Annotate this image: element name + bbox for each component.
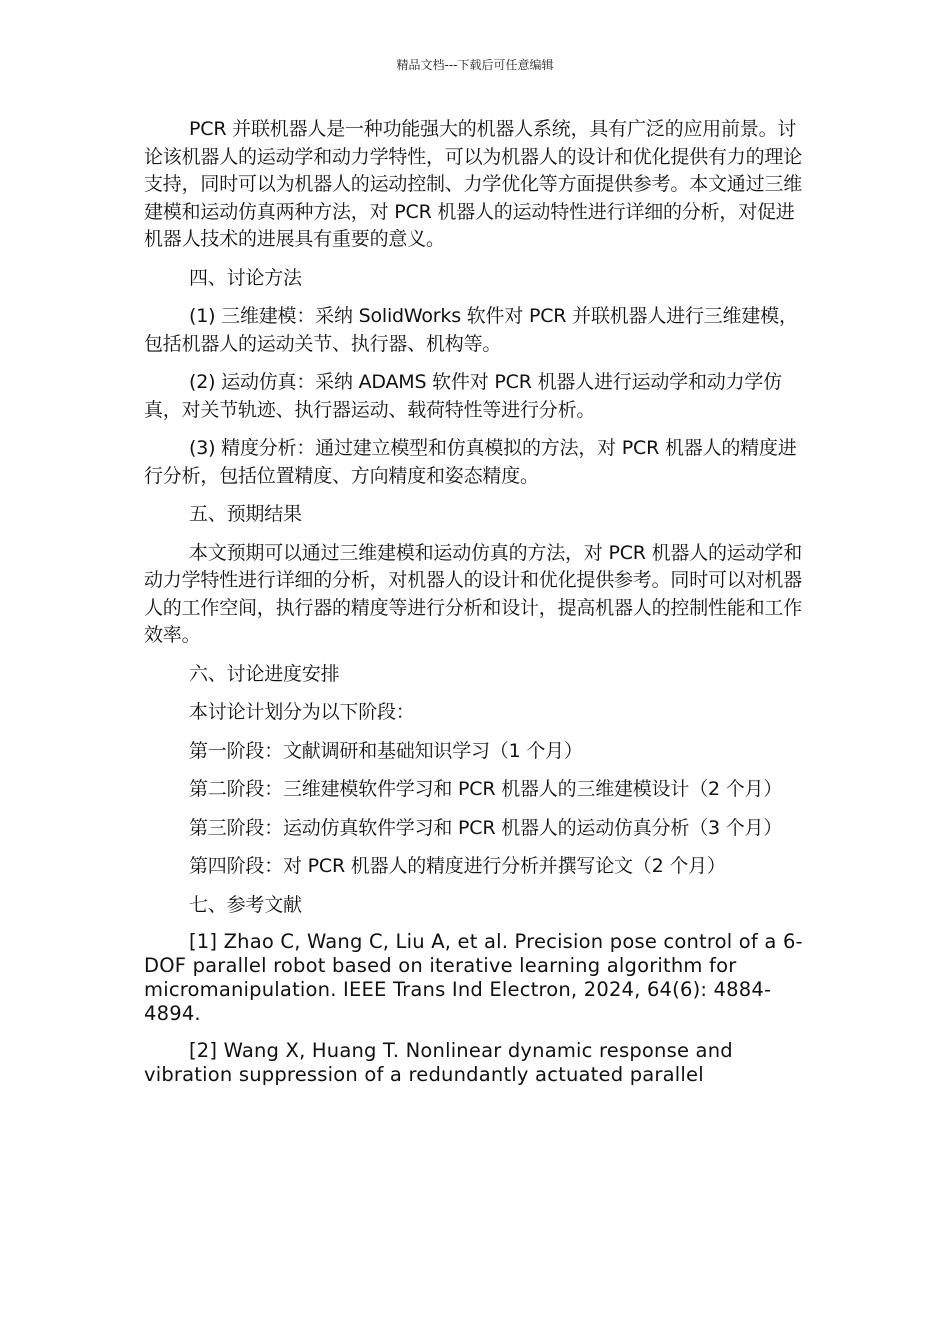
section-heading-expected-results: 五、预期结果	[189, 503, 302, 525]
method-item-precision: (3) 精度分析：通过建立模型和仿真模拟的方法，对 PCR 机器人的精度进行分析，包括位置精度、方向精度和姿态精度。	[144, 437, 797, 487]
schedule-stage-2: 第二阶段：三维建模软件学习和 PCR 机器人的三维建模设计（2 个月）	[189, 778, 783, 800]
schedule-stage-3: 第三阶段：运动仿真软件学习和 PCR 机器人的运动仿真分析（3 个月）	[189, 816, 783, 839]
document-body	[144, 116, 806, 1100]
section-heading-methods: 四、讨论方法	[189, 266, 302, 289]
expected-results-paragraph: 本文预期可以通过三维建模和运动仿真的方法，对 PCR 机器人的运动学和动力学特性进行详细的分析，对机器人的设计和优化提供参考。同时可以对机器人的工作空间，执行器的精度等进行分析和设计，提高机器人的控制性能和工作效率。	[144, 541, 803, 646]
reference-item-2: [2] Wang X, Huang T. Nonlinear dynamic response and vibration suppression of a redundantly actuated parallel	[144, 1039, 733, 1086]
reference-item-1: [1] Zhao C, Wang C, Liu A, et al. Precision pose control of a 6-DOF parallel robot based on iterative learning algorithm for micromanipulation. IEEE Trans Ind Electron, 2024, 64(6): 4884-4894.	[144, 930, 803, 1025]
intro-paragraph: PCR 并联机器人是一种功能强大的机器人系统，具有广泛的应用前景。讨论该机器人的运动学和动力学特性，可以为机器人的设计和优化提供有力的理论支持，同时可以为机器人的运动控制、力学优化等方面提供参考。本文通过三维建模和运动仿真两种方法，对 PCR 机器人的运动特性进行详细的分析，对促进机器人技术的进展具有重要的意义。	[144, 118, 803, 250]
schedule-stage-1: 第一阶段：文献调研和基础知识学习（1 个月）	[189, 739, 583, 762]
section-heading-references: 七、参考文献	[189, 893, 302, 916]
method-item-modeling: (1) 三维建模：采纳 SolidWorks 软件对 PCR 并联机器人进行三维建模，包括机器人的运动关节、执行器、机构等。	[144, 305, 798, 355]
section-heading-schedule: 六、讨论进度安排	[189, 662, 340, 685]
schedule-intro: 本讨论计划分为以下阶段：	[189, 701, 415, 723]
method-item-simulation: (2) 运动仿真：采纳 ADAMS 软件对 PCR 机器人进行运动学和动力学仿真，对关节轨迹、执行器运动、载荷特性等进行分析。	[144, 371, 782, 421]
schedule-stage-4: 第四阶段：对 PCR 机器人的精度进行分析并撰写论文（2 个月）	[189, 855, 726, 877]
page-header: 精品文档---下载后可任意编辑	[396, 58, 554, 72]
